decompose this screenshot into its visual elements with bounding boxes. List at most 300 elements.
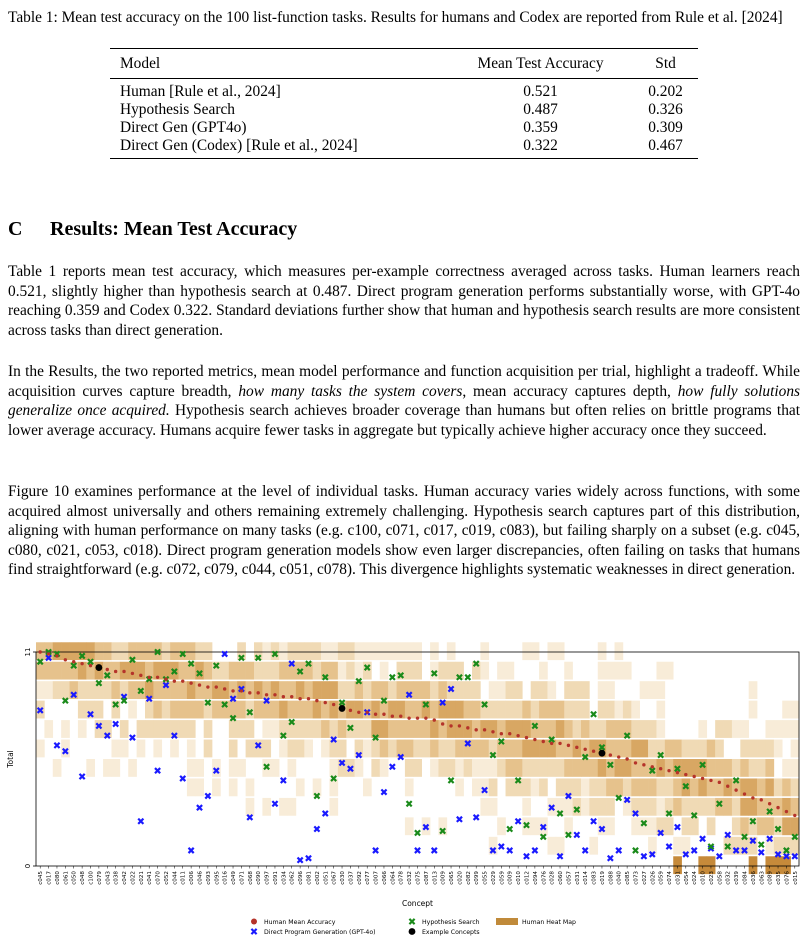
- heatmap-cell: [732, 759, 741, 777]
- hypothesis-search-point: [507, 826, 512, 831]
- heatmap-cell: [606, 681, 615, 699]
- heatmap-cell: [724, 720, 733, 738]
- heatmap-cell: [447, 720, 456, 738]
- heatmap-cell: [44, 662, 53, 680]
- heatmap-cell: [262, 798, 271, 816]
- x-tick-label: c055: [482, 871, 489, 885]
- human-mean-point: [734, 788, 737, 791]
- heatmap-cell: [514, 759, 523, 777]
- x-tick-label: c028: [549, 871, 556, 885]
- heatmap-cell: [254, 701, 263, 719]
- paragraph-1: Table 1 reports mean test accuracy, which measures per-example correctness averaged across tasks. Human learners reach 0.521, slightly higher than hypothesis search at 0.487. Direct program generation performs substantially worse, with GPT-4o reaching 0.359 and Codex 0.322. Standard deviations further show that human and hypothesis search results are more consistent across tasks than direct generation.: [8, 263, 800, 339]
- x-tick-label: c010: [516, 871, 523, 885]
- heatmap-cell: [464, 759, 473, 777]
- direct-gen-point: [189, 848, 194, 853]
- direct-gen-point: [272, 801, 277, 806]
- human-mean-point: [617, 755, 620, 758]
- heatmap-cell: [195, 778, 204, 796]
- heatmap-cell: [313, 642, 322, 660]
- human-mean-point: [416, 716, 419, 719]
- heatmap-cell: [564, 681, 573, 699]
- heatmap-cell: [179, 720, 188, 738]
- heatmap-cell: [237, 701, 246, 719]
- human-mean-point: [365, 711, 368, 714]
- heatmap-cell: [506, 759, 515, 777]
- heatmap-cell: [715, 720, 724, 738]
- heatmap-cell: [539, 720, 548, 738]
- hypothesis-search-point: [633, 848, 638, 853]
- human-mean-point: [449, 724, 452, 727]
- heatmap-cell: [388, 740, 397, 758]
- heatmap-cell: [111, 740, 120, 758]
- heatmap-cell: [623, 740, 632, 758]
- x-tick-label: c084: [742, 871, 749, 885]
- heatmap-cell: [631, 817, 640, 835]
- heatmap-cell: [791, 778, 800, 796]
- heatmap-cell: [640, 778, 649, 796]
- heatmap-cell: [522, 740, 531, 758]
- row-model: Direct Gen (Codex) [Rule et al., 2024]: [110, 137, 448, 159]
- results-table: [110, 48, 698, 159]
- heatmap-cell: [782, 817, 791, 835]
- heatmap-cell: [589, 759, 598, 777]
- heatmap-cell: [648, 837, 657, 855]
- heatmap-cell: [355, 759, 364, 777]
- heatmap-cell: [296, 701, 305, 719]
- heatmap-cell: [648, 817, 657, 835]
- x-tick-label: c032: [407, 871, 414, 885]
- heatmap-cell: [782, 778, 791, 796]
- heatmap-cell: [329, 720, 338, 738]
- x-tick-label: c050: [71, 871, 78, 885]
- legend-marker: [409, 928, 416, 935]
- x-tick-label: c036: [750, 871, 757, 885]
- x-tick-label: c085: [625, 871, 632, 885]
- heatmap-cell: [589, 778, 598, 796]
- row-mean: 0.487: [523, 101, 558, 118]
- heatmap-cell: [329, 740, 338, 758]
- x-tick-label: c089: [767, 871, 774, 885]
- human-mean-point: [156, 676, 159, 679]
- heatmap-cell: [581, 798, 590, 816]
- heatmap-cell: [120, 720, 129, 738]
- row-std: 0.326: [648, 101, 683, 118]
- heatmap-cell: [606, 662, 615, 680]
- heatmap-cell: [430, 642, 439, 660]
- heatmap-cell: [103, 759, 112, 777]
- heatmap-cell: [229, 720, 238, 738]
- heatmap-cell: [313, 701, 322, 719]
- direct-gen-point: [725, 832, 730, 837]
- direct-gen-point: [591, 819, 596, 824]
- x-tick-label: c083: [591, 871, 598, 885]
- human-mean-point: [751, 796, 754, 799]
- heatmap-cell: [782, 701, 791, 719]
- heatmap-cell: [506, 701, 515, 719]
- heatmap-cell: [279, 740, 288, 758]
- heatmap-cell: [380, 759, 389, 777]
- x-tick-label: c096: [298, 871, 305, 885]
- heatmap-cell: [522, 720, 531, 738]
- heatmap-cell: [489, 720, 498, 738]
- heatmap-cell: [715, 759, 724, 777]
- human-mean-point: [466, 726, 469, 729]
- table-row: [110, 79, 698, 102]
- heatmap-cell: [598, 662, 607, 680]
- heatmap-cell: [220, 662, 229, 680]
- heatmap-cell: [61, 642, 70, 660]
- table-row: [110, 137, 698, 159]
- heatmap-cell: [229, 759, 238, 777]
- heatmap-cell: [547, 681, 556, 699]
- heatmap-cell: [539, 681, 548, 699]
- heatmap-cell: [531, 701, 540, 719]
- human-mean-point: [684, 773, 687, 776]
- heatmap-cell: [732, 720, 741, 738]
- heatmap-cell: [262, 701, 271, 719]
- heatmap-cell: [615, 701, 624, 719]
- heatmap-cell: [371, 681, 380, 699]
- human-mean-point: [550, 742, 553, 745]
- heatmap-cell: [506, 778, 515, 796]
- heatmap-cell: [128, 681, 137, 699]
- heatmap-cell: [397, 740, 406, 758]
- direct-gen-point: [197, 805, 202, 810]
- heatmap-cell: [296, 642, 305, 660]
- heatmap-cell: [179, 642, 188, 660]
- heatmap-cell: [682, 798, 691, 816]
- x-tick-label: c011: [180, 871, 187, 885]
- heatmap-cell: [531, 759, 540, 777]
- heatmap-cell: [665, 740, 674, 758]
- heatmap-cell: [564, 662, 573, 680]
- heatmap-cell: [321, 681, 330, 699]
- heatmap-cell: [757, 778, 766, 796]
- heatmap-cell: [556, 837, 565, 855]
- heatmap-cell: [707, 817, 716, 835]
- heatmap-cell: [153, 701, 162, 719]
- heatmap-cell: [472, 759, 481, 777]
- heatmap-cell: [640, 759, 649, 777]
- heatmap-cell: [313, 681, 322, 699]
- heatmap-cell: [581, 759, 590, 777]
- heatmap-cell: [53, 662, 62, 680]
- heatmap-cell: [547, 720, 556, 738]
- heatmap-cell: [195, 759, 204, 777]
- heatmap-cell: [698, 778, 707, 796]
- heatmap-cell: [480, 740, 489, 758]
- hypothesis-search-point: [465, 675, 470, 680]
- heatmap-cell: [598, 642, 607, 660]
- heatmap-cell: [791, 817, 800, 835]
- heatmap-cell: [673, 778, 682, 796]
- heatmap-cell: [355, 642, 364, 660]
- heatmap-cell: [36, 740, 45, 758]
- heatmap-cell: [271, 662, 280, 680]
- heatmap-cell: [187, 701, 196, 719]
- direct-gen-point: [474, 815, 479, 820]
- heatmap-cell: [539, 759, 548, 777]
- direct-gen-point: [666, 844, 671, 849]
- x-tick-label: c024: [692, 871, 699, 885]
- heatmap-cell: [321, 642, 330, 660]
- heatmap-cell: [774, 740, 783, 758]
- heatmap-cell: [497, 759, 506, 777]
- heatmap-cell: [355, 720, 364, 738]
- heatmap-cell: [455, 740, 464, 758]
- heatmap-cell: [363, 701, 372, 719]
- heatmap-cell: [631, 720, 640, 738]
- x-tick-label: c002: [314, 871, 321, 885]
- heatmap-cell: [288, 740, 297, 758]
- heatmap-cell: [623, 759, 632, 777]
- heatmap-cell: [455, 720, 464, 738]
- row-std: 0.202: [648, 83, 683, 100]
- hypothesis-search-point: [415, 830, 420, 835]
- hypothesis-search-point: [390, 675, 395, 680]
- heatmap-cell: [170, 642, 179, 660]
- heatmap-cell: [70, 642, 79, 660]
- direct-gen-point: [675, 824, 680, 829]
- heatmap-cell: [363, 662, 372, 680]
- heatmap-cell: [397, 720, 406, 738]
- heatmap-cell: [598, 701, 607, 719]
- heatmap-cell: [598, 817, 607, 835]
- heatmap-cell: [489, 681, 498, 699]
- x-tick-label: c009: [440, 871, 447, 885]
- x-tick-label: c042: [122, 871, 129, 885]
- heatmap-cell: [447, 642, 456, 660]
- heatmap-cell: [564, 778, 573, 796]
- direct-gen-point: [373, 848, 378, 853]
- direct-gen-point: [113, 721, 118, 726]
- heatmap-cell: [254, 681, 263, 699]
- human-mean-point: [114, 670, 117, 673]
- heatmap-cell: [514, 740, 523, 758]
- heatmap-cell: [791, 740, 800, 758]
- heatmap-cell: [413, 720, 422, 738]
- heatmap-cell: [170, 701, 179, 719]
- human-mean-point: [324, 701, 327, 704]
- x-tick-label: c088: [608, 871, 615, 885]
- row-mean: 0.322: [448, 137, 631, 159]
- x-tick-label: c009: [507, 871, 514, 885]
- x-tick-label: c091: [272, 871, 279, 885]
- heatmap-cell: [279, 662, 288, 680]
- heatmap-cell: [455, 701, 464, 719]
- heatmap-cell: [430, 720, 439, 738]
- heatmap-cell: [53, 681, 62, 699]
- heatmap-cell: [480, 778, 489, 796]
- x-tick-label: c016: [222, 871, 229, 885]
- heatmap-cell: [271, 701, 280, 719]
- header-model: Model: [110, 49, 448, 79]
- x-tick-label: c046: [197, 871, 204, 885]
- direct-gen-point: [155, 768, 160, 773]
- heatmap-cell: [137, 642, 146, 660]
- human-mean-point: [516, 734, 519, 737]
- x-tick-label: c006: [189, 871, 196, 885]
- human-mean-point: [349, 709, 352, 712]
- row-model: Hypothesis Search: [120, 101, 235, 118]
- human-mean-point: [391, 715, 394, 718]
- x-tick-label: c045: [38, 871, 45, 885]
- table-caption: Table 1: Mean test accuracy on the 100 list-function tasks. Results for humans and Codex are reported from Rule et al. [2024]: [8, 9, 783, 26]
- heatmap-cell: [262, 740, 271, 758]
- row-std: 0.467: [631, 137, 698, 159]
- heatmap-cell: [539, 701, 548, 719]
- x-tick-label: c058: [717, 871, 724, 885]
- heatmap-cell: [615, 720, 624, 738]
- heatmap-cell: [422, 681, 431, 699]
- heatmap-cell: [698, 759, 707, 777]
- heatmap-cell: [229, 662, 238, 680]
- heatmap-cell: [413, 642, 422, 660]
- heatmap-cell: [204, 681, 213, 699]
- heatmap-cell: [732, 798, 741, 816]
- heatmap-cell: [430, 681, 439, 699]
- heatmap-cell: [195, 642, 204, 660]
- x-tick-label: c032: [725, 871, 732, 885]
- heatmap-cell: [447, 740, 456, 758]
- heatmap-cell: [480, 642, 489, 660]
- heatmap-cell: [61, 740, 70, 758]
- x-tick-label: c052: [163, 871, 170, 885]
- heatmap-cell: [296, 681, 305, 699]
- heatmap-cell: [405, 759, 414, 777]
- heatmap-cell: [506, 662, 515, 680]
- human-mean-point: [692, 775, 695, 778]
- heatmap-cell: [162, 701, 171, 719]
- heatmap-cell: [338, 720, 347, 738]
- heatmap-cell: [740, 720, 749, 738]
- heatmap-cell: [279, 642, 288, 660]
- heatmap-cell: [455, 759, 464, 777]
- human-mean-point: [248, 691, 251, 694]
- heatmap-cell: [338, 642, 347, 660]
- heatmap-cell: [749, 778, 758, 796]
- heatmap-cell: [313, 778, 322, 796]
- direct-gen-point: [306, 856, 311, 861]
- human-mean-point: [592, 750, 595, 753]
- heatmap-cell: [589, 720, 598, 738]
- human-mean-point: [106, 668, 109, 671]
- x-tick-label: c095: [214, 871, 221, 885]
- heatmap-cell: [304, 720, 313, 738]
- heatmap-cell: [589, 837, 598, 855]
- x-tick-label: c012: [524, 871, 531, 885]
- heatmap-cell: [556, 720, 565, 738]
- x-tick-label: c066: [381, 871, 388, 885]
- heatmap-cell: [371, 759, 380, 777]
- human-mean-point: [558, 742, 561, 745]
- human-mean-point: [357, 711, 360, 714]
- x-tick-label: c059: [658, 871, 665, 885]
- human-mean-point: [609, 753, 612, 756]
- heatmap-cell: [698, 720, 707, 738]
- heatmap-cell: [388, 642, 397, 660]
- heatmap-cell: [162, 642, 171, 660]
- heatmap-cell: [615, 778, 624, 796]
- heatmap-cell: [128, 642, 137, 660]
- human-mean-point: [282, 695, 285, 698]
- heatmap-cell: [564, 759, 573, 777]
- human-mean-point: [768, 802, 771, 805]
- heatmap-cell: [296, 740, 305, 758]
- human-mean-point: [298, 697, 301, 700]
- heatmap-cell: [757, 817, 766, 835]
- heatmap-cell: [606, 778, 615, 796]
- human-mean-point: [659, 767, 662, 770]
- heatmap-cell: [229, 740, 238, 758]
- human-mean-point: [491, 730, 494, 733]
- heatmap-cell: [489, 778, 498, 796]
- human-mean-point: [173, 679, 176, 682]
- heatmap-cell: [724, 798, 733, 816]
- x-tick-label: c044: [172, 871, 179, 885]
- heatmap-cell: [656, 681, 665, 699]
- direct-gen-point: [298, 858, 303, 863]
- human-mean-point: [315, 699, 318, 702]
- heatmap-cell: [329, 662, 338, 680]
- x-tick-label: c020: [457, 871, 464, 885]
- row-mean: 0.359: [523, 119, 558, 136]
- paragraph-2-text: , mean accuracy captures depth,: [462, 382, 678, 400]
- heatmap-cell: [405, 662, 414, 680]
- heatmap-cell: [506, 740, 515, 758]
- heatmap-cell: [640, 720, 649, 738]
- heatmap-cell: [740, 759, 749, 777]
- header-mean: Mean Test Accuracy: [448, 49, 631, 79]
- human-mean-point: [122, 670, 125, 673]
- heatmap-cell: [581, 778, 590, 796]
- heatmap-cell: [195, 701, 204, 719]
- heatmap-cell: [656, 720, 665, 738]
- heatmap-cell: [246, 778, 255, 796]
- x-tick-label: c099: [474, 871, 481, 885]
- heatmap-cell: [346, 642, 355, 660]
- heatmap-cell: [430, 662, 439, 680]
- human-mean-point: [89, 664, 92, 667]
- heatmap-cell: [288, 642, 297, 660]
- heatmap-cell: [690, 740, 699, 758]
- heatmap-cell: [640, 681, 649, 699]
- heatmap-cell: [564, 720, 573, 738]
- heatmap-cell: [296, 778, 305, 796]
- heatmap-cell: [581, 701, 590, 719]
- heatmap-cell: [153, 681, 162, 699]
- heatmap-cell: [321, 740, 330, 758]
- heatmap-cell: [740, 798, 749, 816]
- x-tick-label: c051: [323, 871, 330, 885]
- heatmap-cell: [388, 720, 397, 738]
- x-tick-label: c093: [205, 871, 212, 885]
- heatmap-cell: [78, 701, 87, 719]
- heatmap-cell: [665, 817, 674, 835]
- heatmap-cell: [36, 681, 45, 699]
- x-tick-label: c063: [759, 871, 766, 885]
- heatmap-cell: [757, 740, 766, 758]
- heatmap-cell: [573, 701, 582, 719]
- heatmap-cell: [145, 642, 154, 660]
- heatmap-cell: [539, 778, 548, 796]
- heatmap-cell: [690, 759, 699, 777]
- direct-gen-point: [281, 778, 286, 783]
- human-mean-point: [47, 652, 50, 655]
- human-mean-point: [667, 769, 670, 772]
- human-mean-point: [726, 785, 729, 788]
- heatmap-cell: [522, 759, 531, 777]
